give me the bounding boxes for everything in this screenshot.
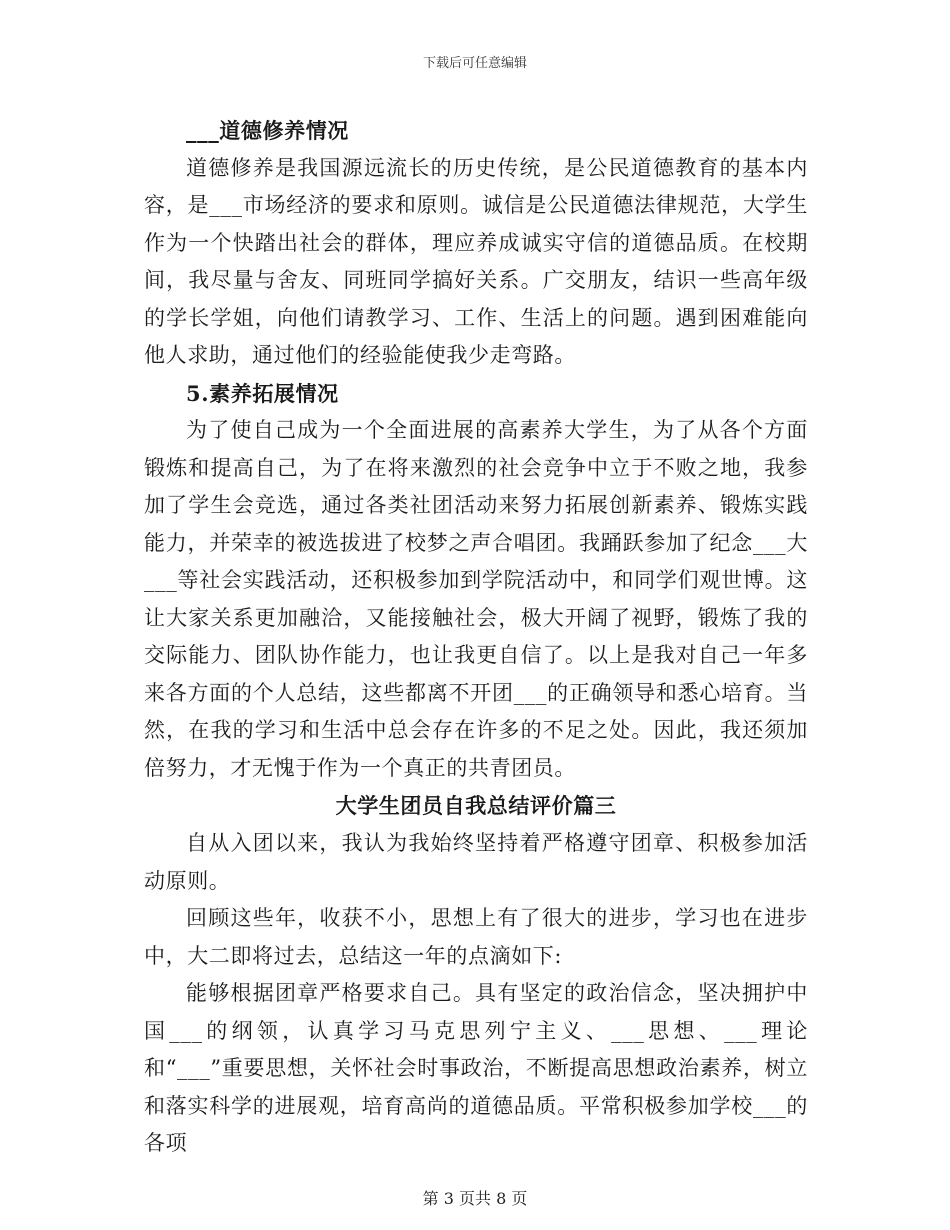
paragraph-quality: 为了使自己成为一个全面进展的高素养大学生，为了从各个方面锻炼和提高自己，为了在将来激烈的社会竞争中立于不败之地，我参加了学生会竞选，通过各类社团活动来努力拓展创新素养、锻炼实践能力，并荣幸的被选拔进了校梦之声合唱团。我踊跃参加了纪念___大___等社会实践活动，还积极参加到学院活动中，和同学们观世博。这让大家关系更加融洽，又能接触社会，极大开阔了视野，锻炼了我的交际能力、团队协作能力，也让我更自信了。以上是我对自己一年多来各方面的个人总结，这些都离不开团___的正确领导和悉心培育。当然，在我的学习和生活中总会存在许多的不足之处。因此，我还须加倍努力，才无愧于作为一个真正的共青团员。 [144,418,808,780]
paragraph-moral: 道德修养是我国源远流长的历史传统，是公民道德教育的基本内容，是___市场经济的要求和原则。诚信是公民道德法律规范，大学生作为一个快踏出社会的群体，理应养成诚实守信的道德品质。在校期间，我尽量与舍友、同班同学搞好关系。广交朋友，结识一些高年级的学长学姐，向他们请教学习、工作、生活上的问题。遇到困难能向他人求助，通过他们的经验能使我少走弯路。 [144,155,808,367]
article-title: 大学生团员自我总结评价篇三 [335,793,617,818]
paragraph-intro: 自从入团以来，我认为我始终坚持着严格遵守团章、积极参加活动原则。 [144,831,808,893]
document-body [144,112,808,1163]
page-number: 第 3 页共 8 页 [422,1189,528,1208]
paragraph-review: 回顾这些年，收获不小，思想上有了很大的进步，学习也在进步中，大二即将过去，总结这一年的点滴如下: [144,906,808,968]
section-heading-moral: ___道德修养情况 [186,118,349,143]
section-heading-quality: 5.素养拓展情况 [186,380,339,406]
paragraph-charter: 能够根据团章严格要求自己。具有坚定的政治信念，坚决拥护中国___的纲领，认真学习马克思列宁主义、___思想、___理论和“___”重要思想，关怀社会时事政治，不断提高思想政治素养，树立和落实科学的进展观，培育高尚的道德品质。平常积极参加学校___的各项 [144,981,808,1155]
page-header: 下载后可任意编辑 [422,56,527,71]
